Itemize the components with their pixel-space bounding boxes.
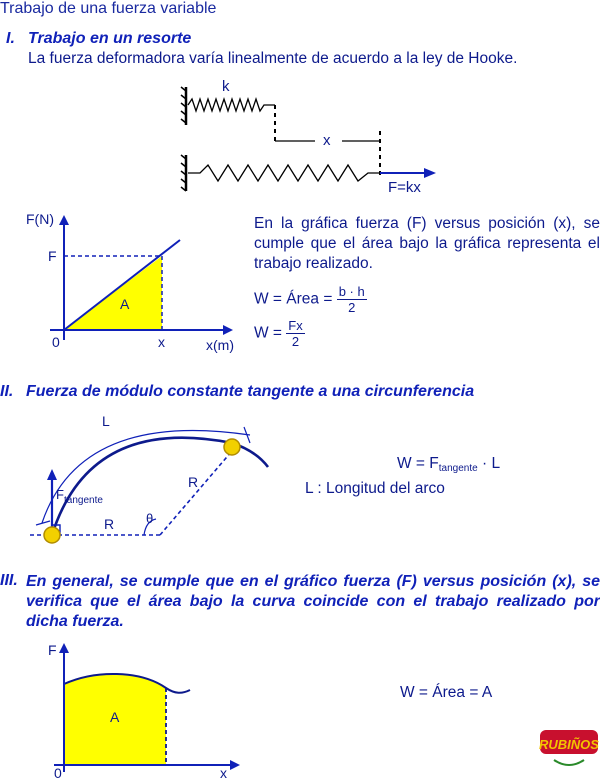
- x-axis-general-label: x: [220, 765, 227, 780]
- L-arc: [42, 430, 250, 523]
- y-axis-arrow: [59, 215, 69, 225]
- logo-text: RUBIÑOS: [539, 737, 599, 752]
- equation-fx: [254, 318, 305, 349]
- label-R-base: R: [104, 516, 115, 532]
- spring-compressed: [188, 99, 275, 111]
- x-axis-arrow: [223, 325, 233, 335]
- label-L: L: [102, 413, 110, 429]
- eq1-lhs: W = Área =: [254, 290, 337, 308]
- section-2-heading: Fuerza de módulo constante tangente a una circunferencia: [26, 383, 475, 400]
- formula2-sub: tangente: [438, 463, 478, 474]
- formula2-lhs: W = F: [397, 455, 439, 472]
- section-1-intro: La fuerza deformadora varía linealmente de acuerdo a la ley de Hooke.: [28, 50, 518, 67]
- general-formula: W = Área = A: [400, 684, 493, 701]
- label-force: F=kx: [388, 179, 421, 195]
- arc-length-legend: L : Longitud del arco: [305, 480, 445, 497]
- arc-diagram: [20, 405, 290, 555]
- origin-general-label: 0: [54, 765, 62, 780]
- label-F-tangent-sub: tangente: [64, 495, 103, 506]
- section-1-heading: Trabajo en un resorte: [28, 30, 192, 47]
- label-F-tangent: F: [56, 487, 64, 502]
- ball-end: [224, 439, 240, 455]
- label-k: k: [222, 78, 230, 95]
- general-graph: [40, 640, 250, 780]
- y-tick-F: F: [48, 248, 57, 264]
- eq1-num: b · h: [338, 284, 365, 299]
- equation-area: [254, 284, 367, 315]
- section-1-paragraph: En la gráfica fuerza (F) versus posición (x), se cumple que el área bajo la gráfica representa el trabajo realizado.: [254, 215, 600, 272]
- radius-dashed: [160, 451, 232, 535]
- eq2-num: Fx: [288, 318, 303, 333]
- page-title: Trabajo de una fuerza variable: [0, 0, 217, 17]
- eq1-den: 2: [348, 300, 356, 315]
- x-tick-x: x: [158, 334, 165, 350]
- label-x: x: [323, 132, 331, 149]
- logo-swoosh: [554, 760, 584, 765]
- y-axis-general-label: F: [48, 642, 57, 658]
- y-axis-label: F(N): [26, 211, 54, 227]
- work-tangent-formula: [397, 455, 500, 474]
- force-arrow-head: [424, 168, 436, 178]
- label-R-radius: R: [188, 474, 199, 490]
- area-general-label: A: [110, 709, 120, 725]
- section-3-numeral: III.: [0, 572, 18, 589]
- linear-graph: [20, 210, 250, 360]
- area-label: A: [120, 296, 130, 312]
- section-1-numeral: I.: [6, 30, 15, 47]
- formula2-rhs: · L: [477, 455, 501, 472]
- section-2-numeral: II.: [0, 383, 14, 400]
- eq2-fraction: [286, 318, 304, 349]
- x-axis-label: x(m): [206, 337, 234, 353]
- section-3-heading: En general, se cumple que en el gráfico fuerza (F) versus posición (x), se verifica que el área bajo la curva coincide con el trabajo realizado por dicha fuerza.: [26, 573, 600, 630]
- eq2-lhs: W =: [254, 324, 287, 342]
- ball-start: [44, 527, 60, 543]
- spring-diagram: [170, 75, 450, 195]
- origin-label: 0: [52, 334, 60, 350]
- rubinos-logo: [538, 722, 600, 776]
- tangent-force-head: [47, 469, 57, 480]
- y-axis-general-arrow: [59, 643, 69, 653]
- spring-stretched: [188, 165, 380, 181]
- eq2-den: 2: [291, 334, 300, 349]
- label-theta: θ: [146, 511, 154, 526]
- x-axis-general-arrow: [230, 760, 240, 770]
- eq1-fraction: [337, 284, 367, 315]
